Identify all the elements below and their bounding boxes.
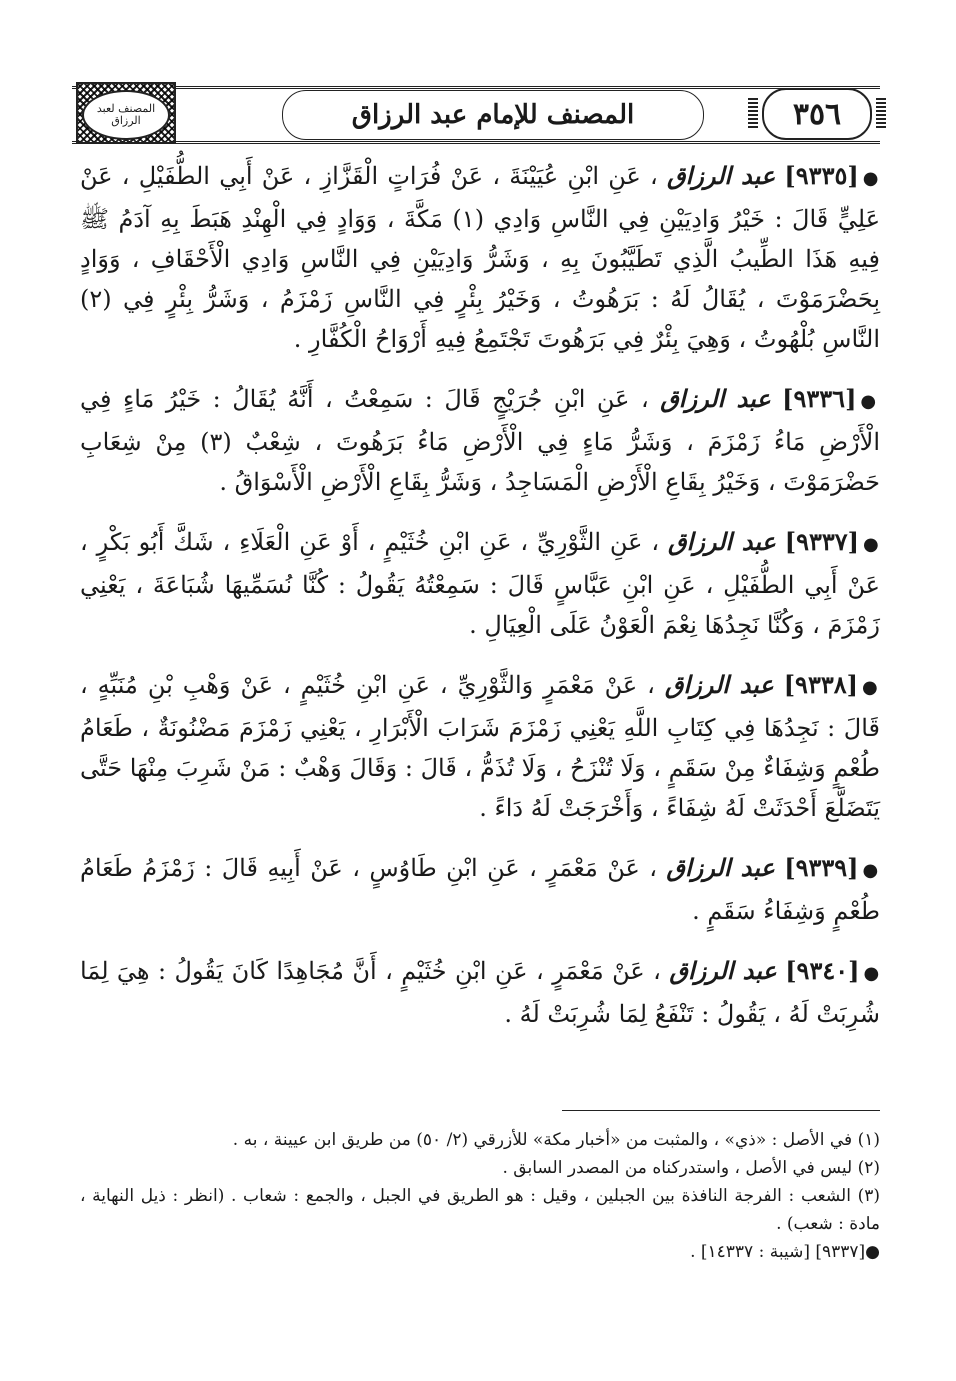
entry-source: عبد الرزاق	[669, 956, 777, 985]
entry-source: عبد الرزاق	[667, 161, 776, 190]
hadith-entry	[80, 665, 880, 828]
entry-text: ، عَنْ مَعْمَرٍ ، عَنِ ابْنِ خُثَيْمٍ ، أَنَّ مُجَاهِدًا كَانَ يَقُولُ : هِيَ لِمَا شُرِبَتْ لَهُ ، يَقُولُ : تَنْفَعُ لِمَا شُرِبَتْ لَهُ .	[80, 957, 880, 1028]
entry-text: ، عَنْ مَعْمَرٍ وَالثَّوْرِيِّ ، عَنِ ابْنِ خُثَيْمٍ ، عَنْ وَهْبِ بْنِ مُنَبِّهٍ ، قَالَ : نَجِدُهَا فِي كِتَابِ اللَّهِ يَعْنِي زَمْزَمَ شَرَابَ الْأَبْرَارِ ، يَعْنِي زَمْزَمَ مَضْنُونَةٌ ، طَعَامُ طُعْمٍ وَشِفَاءٌ مِنْ سَقَمٍ ، وَلَا تُنْزَحُ ، وَلَا تُذَمُّ ، قَالَ : وَقَالَ وَهْبٌ : مَنْ شَرِبَ مِنْهَا حَتَّى يَتَضَلَّعَ أَحْدَثَتْ لَهُ شِفَاءً ، وَأَخْرَجَتْ لَهُ دَاءً .	[80, 671, 880, 822]
hadith-entry	[80, 156, 880, 359]
entry-number: [٩٣٣٥]	[784, 161, 859, 190]
entry-text: ، عَنِ ابْنِ جُرَيْجٍ قَالَ : سَمِعْتُ ، أَنَّهُ يُقَالُ : خَيْرُ مَاءٍ فِي الْأَرْضِ مَاءُ زَمْزَمَ ، وَشَرُّ مَاءٍ فِي الْأَرْضِ مَاءُ بَرَهُوتَ ، شِعْبٌ (٣) مِنْ شِعَابِ حَضْرَمَوْتَ ، وَخَيْرُ بِقَاعِ الْأَرْضِ الْمَسَاجِدُ ، وَشَرُّ بِقَاعِ الْأَرْضِ الْأَسْوَاقُ .	[80, 385, 880, 496]
entry-source: عبد الرزاق	[666, 853, 775, 882]
entry-number: [٩٣٤٠]	[785, 956, 860, 985]
footnotes	[80, 1126, 880, 1266]
emblem-logo: المصنف لعبد الرزاق	[82, 90, 170, 140]
entry-source: عبد الرزاق	[668, 527, 776, 556]
entry-source: عبد الرزاق	[660, 384, 771, 413]
running-title: المصنف للإمام عبد الرزاق	[282, 90, 704, 140]
entry-text: ، عَنْ مَعْمَرٍ ، عَنِ ابْنِ طَاوُسٍ ، عَنْ أَبِيهِ قَالَ : زَمْزَمُ طَعَامُ طُعْمٍ وَشِفَاءُ سَقَمٍ .	[80, 854, 880, 925]
cross-reference: ●[٩٣٣٧] [شيبة : ١٤٣٣٧] .	[690, 1242, 880, 1262]
entry-text: ، عَنِ ابْنِ عُيَيْنَةَ ، عَنْ فُرَاتٍ الْقَزَّازِ ، عَنْ أَبِي الطُّفَيْلِ ، عَنْ عَلِيٍّ قَالَ : خَيْرُ وَادِيَيْنِ فِي النَّاسِ وَادِي (١) مَكَّةَ ، وَوَادٍ فِي الْهِنْدِ هَبَطَ بِهِ آدَمُ ﷺ فِيهِ هَذَا الطِّيبُ الَّذِي تَطَيَّبُونَ بِهِ ، وَشَرُّ وَادِيَيْنِ فِي النَّاسِ وَادِي الْأَحْقَافِ ، وَوَادٍ بِحَضْرَمَوْتَ ، يُقَالُ لَهُ : بَرَهُوتُ ، وَخَيْرُ بِئْرٍ فِي النَّاسِ زَمْزَمُ ، وَشَرُّ بِئْرٍ فِي (٢) النَّاسِ بُلْهُوتُ ، وَهِيَ بِئْرٌ فِي بَرَهُوتَ تَجْتَمِعُ فِيهِ أَرْوَاحُ الْكُفَّارِ .	[80, 162, 881, 353]
entry-number: [٩٣٣٨]	[783, 670, 858, 699]
bullet-icon: ●	[860, 391, 880, 412]
entry-number: [٩٣٣٦]	[782, 384, 857, 413]
footnote-2: (٢) ليس في الأصل ، واستدركناه من المصدر السابق .	[502, 1158, 880, 1178]
entry-text: ، عَنِ الثَّوْرِيِّ ، عَنِ ابْنِ خُثَيْمٍ ، أَوْ عَنِ الْعَلَاءِ ، شَكَّ أَبُو بَكْرٍ ، عَنْ أَبِي الطُّفَيْلِ ، عَنِ ابْنِ عَبَّاسٍ قَالَ : سَمِعْتُهُ يَقُولُ : كُنَّا نُسَمِّيهَا شُبَاعَةَ ، يَعْنِي زَمْزَمَ ، وَكُنَّا نَجِدُهَا نِعْمَ الْعَوْنُ عَلَى الْعِيَالِ .	[80, 528, 880, 639]
footnote-3: (٣) الشعب : الفرجة النافذة بين الجبلين ، وقيل : هو الطريق في الجبل ، والجمع : شعاب . (انظر : ذيل النهاية ، مادة : شعب) .	[80, 1186, 880, 1234]
bullet-icon: ●	[861, 677, 880, 698]
entry-number: [٩٣٣٧]	[784, 527, 860, 556]
bullet-icon: ●	[863, 963, 880, 984]
entry-number: [٩٣٣٩]	[784, 853, 859, 882]
hadith-entry	[80, 951, 880, 1034]
entry-source: عبد الرزاق	[664, 670, 774, 699]
hadith-entry	[80, 379, 880, 502]
bullet-icon: ●	[862, 860, 880, 881]
main-text	[80, 156, 880, 1054]
bullet-icon: ●	[862, 168, 880, 189]
footnote-1: (١) في الأصل : «ذي» ، والمثبت من «أخبار مكة» للأزرقي (٢/ ٥٠) من طريق ابن عيينة ، به .	[232, 1130, 880, 1150]
footnote-divider	[562, 1110, 880, 1111]
page-header	[72, 82, 880, 148]
hadith-entry	[80, 522, 880, 645]
bullet-icon: ●	[863, 534, 880, 555]
page-number: ٣٥٦	[762, 88, 872, 140]
hadith-entry	[80, 848, 880, 931]
